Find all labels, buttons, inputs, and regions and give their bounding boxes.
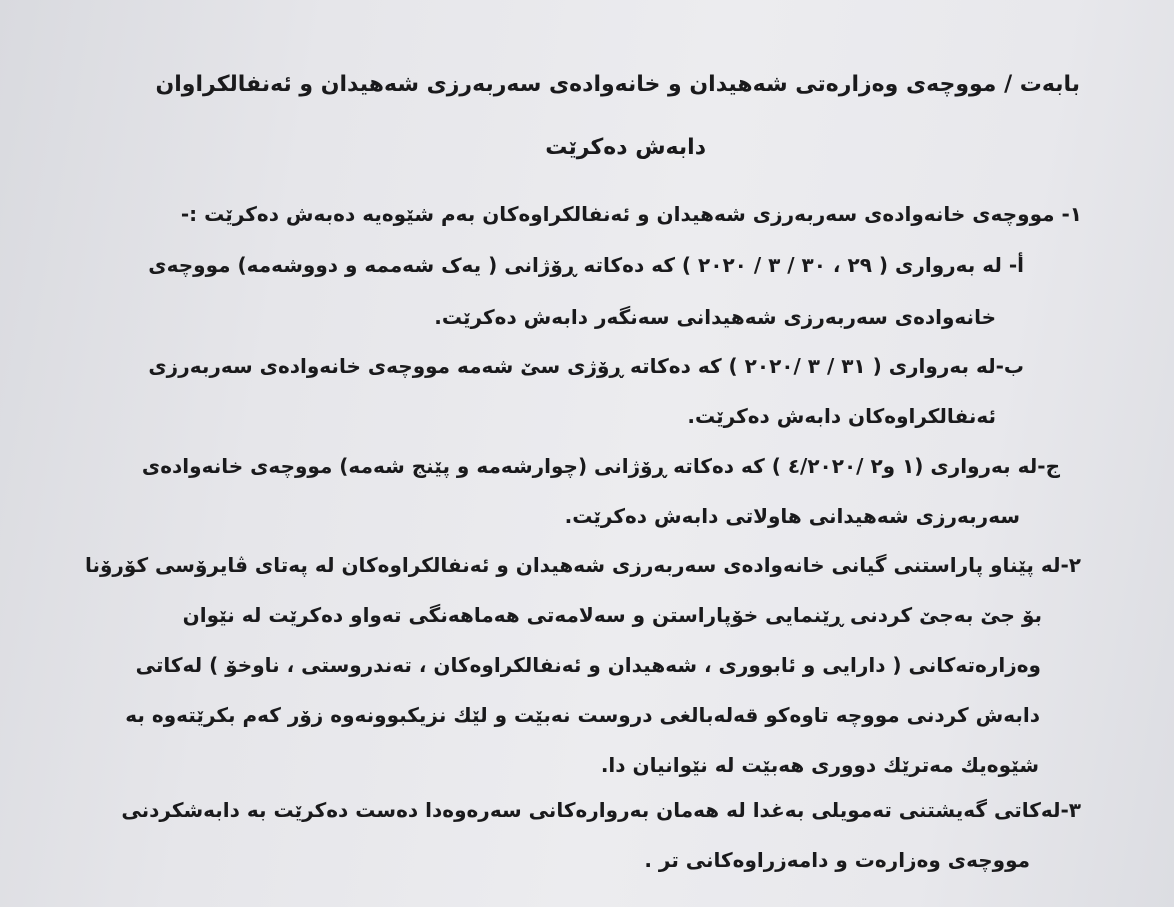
section-1-item-b-line-1: ب-لە بەرواری ( ٣١ / ٣ /٢٠٢٠ ) کە دەکاتە ڕۆژی سێ شەمە مووچەی خانەوادەی سەربەرزی — [148, 354, 1024, 378]
document-title-line-2: دابەش دەکرێت — [545, 135, 706, 160]
section-2-line-4: دابەش کردنی مووچە تاوەکو قەلەبالغی دروست نەبێت و لێك نزیکبوونەوە زۆر کەم بکرێتەوە بە — [125, 703, 1040, 727]
section-1-item-a-line-2: خانەوادەی سەربەرزی شەهیدانی سەنگەر دابەش دەکرێت. — [434, 305, 996, 329]
section-2-line-1: ٢-لە پێناو پاراستنی گیانی خانەوادەی سەربەرزی شەهیدان و ئەنفالکراوەکان لە پەتای ڤایرۆسی کۆرۆنا — [84, 553, 1081, 577]
section-2-line-3: وەزارەتەکانی ( دارایی و ئابووری ، شەهیدان و ئەنفالکراوەکان ، تەندروستی ، ناوخۆ ) لەکاتی — [135, 653, 1041, 677]
section-2-line-5: شێوەیك مەترێك دووری هەبێت لە نێوانیان دا. — [600, 753, 1039, 777]
section-1-item-a-line-1: أ- لە بەرواری ( ٢٩ ، ٣٠ / ٣ / ٢٠٢٠ ) کە دەکاتە ڕۆژانی ( یەک شەممە و دووشەمە) مووچەی — [148, 253, 1024, 277]
section-1-item-b-line-2: ئەنفالکراوەکان دابەش دەکرێت. — [687, 404, 996, 428]
section-1-item-c-line-1: ج-لە بەرواری (١ و٢ /٤/٢٠٢٠ ) کە دەکاتە ڕۆژانی (چوارشەمە و پێنج شەمە) مووچەی خانەوادەی — [141, 454, 1060, 478]
document-title-line-1: بابەت / مووچەی وەزارەتی شەهیدان و خانەوادەی سەربەرزی شەهیدان و ئەنفالکراوان — [155, 72, 1080, 97]
section-2-line-2: بۆ جێ بەجێ کردنی ڕێنمایی خۆپاراستن و سەلامەتی هەماهەنگی تەواو دەکرێت لە نێوان — [182, 603, 1042, 627]
section-3-line-1: ٣-لەکاتی گەیشتنی تەمویلی بەغدا لە هەمان بەروارەکانی سەرەوەدا دەست دەکرێت بە دابەشکردنی — [121, 798, 1081, 822]
section-1-heading: ١- مووچەی خانەوادەی سەربەرزی شەهیدان و ئەنفالکراوەکان بەم شێوەیە دەبەش دەکرێت :- — [180, 202, 1082, 226]
section-3-line-2: مووچەی وەزارەت و دامەزراوەکانی تر . — [644, 848, 1030, 872]
section-1-item-c-line-2: سەربەرزی شەهیدانی هاولاتی دابەش دەکرێت. — [564, 504, 1020, 528]
